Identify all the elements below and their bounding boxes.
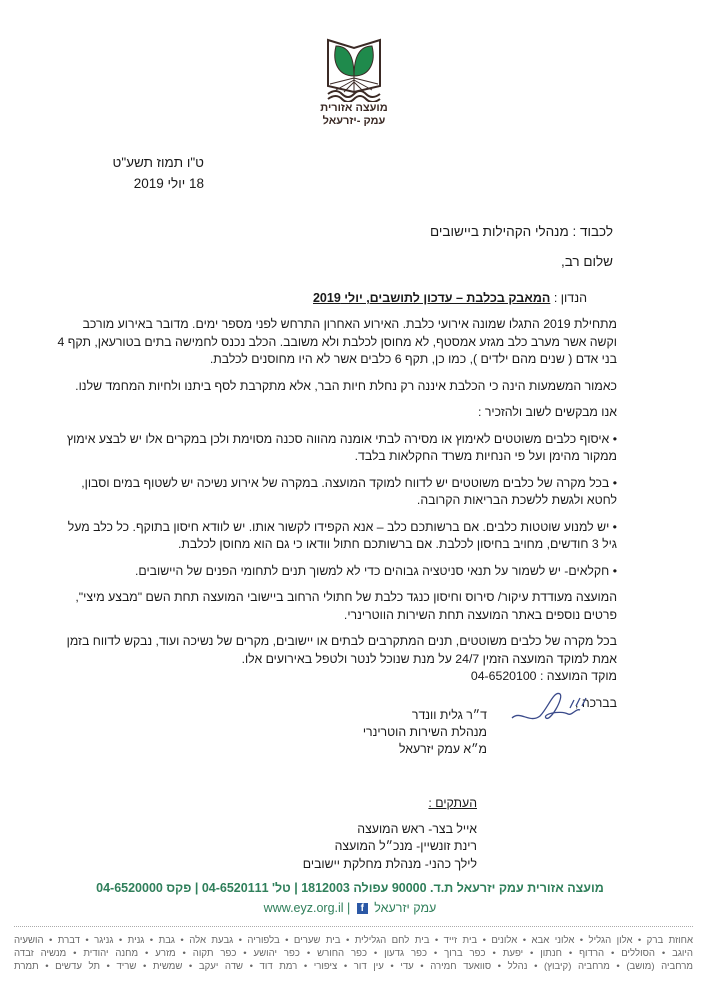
- cc-item: רינת זונשיין- מנכ״ל המועצה: [334, 839, 477, 853]
- subject-line: [87, 291, 587, 305]
- closing: בברכה ,: [575, 695, 617, 710]
- contact-footer: [90, 878, 610, 918]
- logo-emblem-icon: [324, 36, 384, 102]
- subject-label: הנדון :: [553, 291, 587, 305]
- paragraph-campaign: המועצה מעודדת עיקור/ סירוס וחיסון כנגד כלבת של חתולי הרחוב ביישובי המועצה תחת השם "מבצע מיצי", פרטים נוספים באתר המועצה תחת השירות הווטרינרי.: [75, 590, 617, 622]
- settlements-list: [14, 934, 693, 973]
- cc-item: אייל בצר- ראש המועצה: [357, 821, 477, 836]
- subject-title: המאבק בכלבת – עדכון לתושבים, יולי 2019: [312, 291, 551, 305]
- gregorian-date: 18 יולי 2019: [133, 176, 204, 191]
- paragraph-reminder-intro: אנו מבקשים לשוב ולהזכיר :: [478, 405, 617, 419]
- bullet-item: • איסוף כלבים משוטטים לאימוץ או מסירה לבתי אומנה מהווה סכנה מסוימת ולכן במקרים אלו יש לבצע אימוץ ממקור מהימן ועל פי הנחיות משרד החקלאות בלבד.: [66, 431, 617, 463]
- facebook-icon[interactable]: f: [357, 903, 368, 914]
- contact-address-phone: מועצה אזורית עמק יזרעאל ת.ד. 90000 עפולה 1812003 | טל' 04-6520111 | פקס 04-6520000: [96, 881, 604, 895]
- recipient-to: לכבוד : מנהלי הקהילות ביישובים: [429, 224, 613, 239]
- settlements-line: היוגב • הסוללים • הרדוף • חנתון • יפעת • כפר ברוך • כפר גדעון • כפר החורש • כפר יהושע • כפר תקוה • מזרע • מחנה יהודית • מנשיה זבדה: [14, 948, 693, 959]
- hotline-number: מוקד המועצה : 04-6520100: [470, 669, 617, 683]
- logo-text-line1: מועצה אזורית: [320, 102, 388, 114]
- letter-date: [84, 152, 204, 194]
- bullet-item: • חקלאים- יש לשמור על תנאי סניטציה גבוהים כדי לא למשוך תנים לתחומי הפנים של היישובים.: [134, 563, 617, 578]
- logo-text-line2: עמק -יזרעאל: [322, 115, 386, 127]
- paragraph-meaning: כאמור המשמעות הינה כי הכלבת איננה רק נחלת חיות הבר, אלא מתקרבת לסף ביתנו ולחיות המחמד שלנו.: [75, 378, 617, 393]
- signer-role: מנהלת השירות הוטרינרי: [362, 725, 487, 739]
- hebrew-date: ט"ו תמוז תשע"ט: [112, 155, 204, 170]
- website-link[interactable]: www.eyz.org.il: [263, 901, 344, 915]
- cc-block: [177, 795, 477, 873]
- paragraph-incidents: מתחילת 2019 התגלו שמונה אירועי כלבת. האירוע האחרון התרחש לפני מספר ימים. מדובר באירוע מורכב וקשה אשר מערב כלב מגזע אמסטף, לא מחוסן לכלבת ולא משובב. הכלב נכנס לחמישה בתים בטורעאן, תקף 4 בני אדם ( שנים מהם ילדים ), כמו כן, תקף 6 כלבים אשר לא היו מחוסנים לכלבת.: [57, 317, 617, 366]
- paragraph-report: בכל מקרה של כלבים משוטטים, תנים המתקרבים לבתים או יישובים, מקרים של נשיכה ועוד, נבקש לדווח בזמן אמת למוקד המועצה הזמין 24/7 על מנת שנוכל לנטר ולטפל באירועים אלו.: [66, 634, 617, 666]
- separator: |: [347, 901, 351, 915]
- settlements-line: מרחביה (מושב) • מרחביה (קיבוץ) • נהלל • סוואעד חמירה • עדי • עין דור • ציפורי • רמת דוד • שדה יעקב • שמשית • שריד • תל עדשים • תמרת: [14, 961, 693, 972]
- recipient-block: [213, 217, 613, 277]
- footer-divider: [14, 926, 693, 927]
- bullet-item: • יש למנוע שוטטות כלבים. אם ברשותכם כלב – אנא הקפידו לקשור אותו. יש לוודא חיסון בתוקף. כל כלב מעל גיל 3 חודשים, מחויב בחיסון לכלבת. אם ברשותכם חתול וודאו כי גם הוא מחוסן לכלבת.: [67, 519, 617, 551]
- signer-org: מ״א עמק יזרעאל: [398, 742, 487, 756]
- facebook-link[interactable]: עמק יזרעאל: [374, 901, 437, 915]
- handwritten-signature: [510, 688, 590, 728]
- signer-name: ד״ר גלית וונדר: [411, 708, 487, 722]
- council-logo: [306, 36, 402, 136]
- cc-item: לילך כהני- מנהלת מחלקת יישובים: [302, 856, 477, 871]
- cc-title: העתקים :: [428, 796, 477, 810]
- web-links: [90, 898, 610, 918]
- settlements-line: אחוזת ברק • אלון הגליל • אלוני אבא • אלונים • בית זייד • בית לחם הגלילית • בית שערים • בלפוריה • גבעת אלה • גבת • גנית • גניגר • דברת • הושעיה: [14, 935, 693, 946]
- bullet-item: • בכל מקרה של כלבים משוטטים יש לדווח למוקד המועצה. במקרה של אירוע נשיכה יש לשטוף במים וסבון, לחטא ולגשת ללשכת הבריאות הקרובה.: [81, 475, 617, 507]
- greeting: שלום רב,: [560, 254, 613, 269]
- signer-block: [267, 707, 487, 758]
- letter-body: [57, 316, 617, 721]
